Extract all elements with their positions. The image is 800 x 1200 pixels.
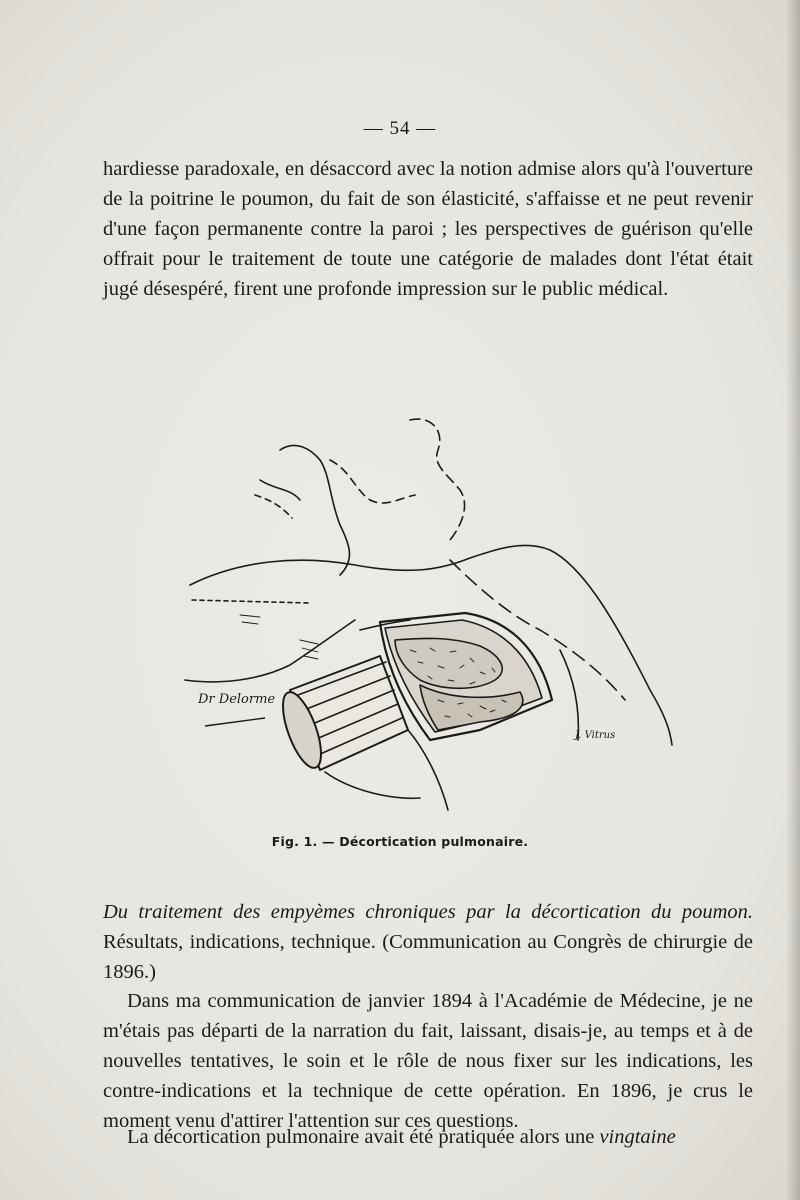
- paragraph-continuation-italic: vingtaine: [599, 1126, 676, 1148]
- section-title-rest: Résultats, indications, technique. (Communication au Congrès de chirurgie de 1896.): [103, 931, 753, 983]
- signature-left: Dr Delorme: [198, 692, 276, 707]
- section-title-italic: Du traitement des empyèmes chroniques par la décortication du poumon.: [103, 901, 753, 923]
- signature-right: J. Vitrus: [575, 730, 616, 741]
- figure-caption: Fig. 1. — Décortication pulmonaire.: [271, 834, 529, 849]
- figure-illustration: [180, 400, 680, 820]
- paragraph-continuation: [103, 1122, 753, 1152]
- page-number: — 54 —: [363, 118, 437, 139]
- page-edge-shadow: [786, 0, 800, 1200]
- paragraph-intro: hardiesse paradoxale, en désaccord avec la notion admise alors qu'à l'ouverture de la poitrine le poumon, du fait de son élasticité, s'affaisse et ne peut revenir d'une façon permanente contre la paroi ; les perspectives de guérison qu'elle offrait pour le traitement de toute une catégorie de malades dont l'état était jugé désespéré, firent une profonde impression sur le public médical.: [103, 158, 753, 300]
- paragraph-body: Dans ma communication de janvier 1894 à l'Académie de Médecine, je ne m'étais pas départi de la narration du fait, laissant, disais-je, au temps et à de nouvelles tentatives, le soin et le rôle de nous fixer sur les indications, les contre-indications et la technique de cette opération. En 1896, je crus le moment venu d'attirer l'attention sur ces questions.: [103, 990, 753, 1132]
- paragraph-continuation-text: La décortication pulmonaire avait été pratiquée alors une: [127, 1126, 595, 1148]
- section-heading: [103, 897, 753, 987]
